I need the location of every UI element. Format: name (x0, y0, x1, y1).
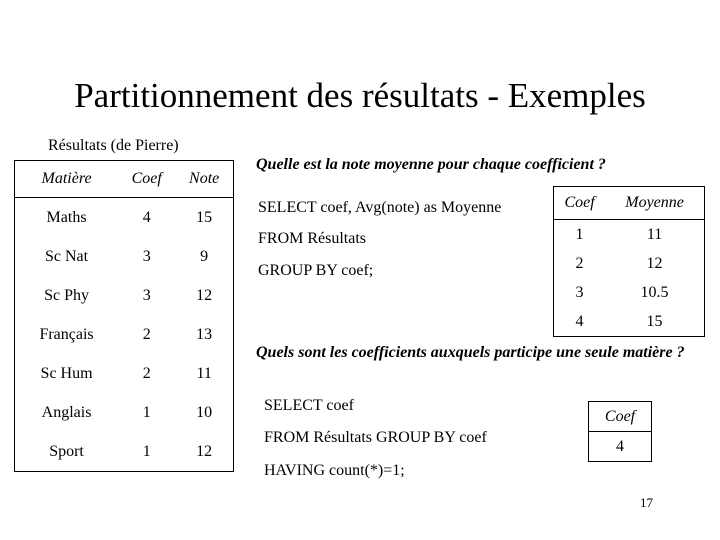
table-row (15, 237, 234, 276)
cell-coef: 3 (142, 247, 151, 265)
column-header-coef: Coef (131, 170, 162, 187)
average-by-coef-table (553, 186, 705, 337)
cell-note: 15 (196, 208, 213, 226)
cell-moyenne: 11 (646, 225, 663, 243)
cell-moyenne: 12 (646, 254, 663, 272)
cell-note: 12 (196, 442, 213, 460)
cell-matiere: Français (39, 325, 94, 343)
question-1: Quelle est la note moyenne pour chaque coefficient ? (256, 156, 606, 173)
cell-coef: 1 (142, 442, 151, 460)
cell-coef: 2 (142, 364, 151, 382)
column-header-moyenne: Moyenne (625, 194, 684, 211)
cell-coef: 4 (142, 208, 151, 226)
sql-line-having: HAVING count(*)=1; (264, 462, 405, 479)
question-2: Quels sont les coefficients auxquels participe une seule matière ? (256, 344, 685, 361)
page-number: 17 (640, 495, 653, 510)
cell-note: 12 (196, 286, 213, 304)
column-header-note: Note (189, 170, 220, 187)
sql-line-from-groupby: FROM Résultats GROUP BY coef (264, 429, 487, 446)
results-table (14, 160, 234, 472)
single-subject-coef-table (588, 401, 652, 462)
table-row (589, 432, 652, 462)
cell-note: 10 (196, 403, 213, 421)
cell-coef: 1 (575, 225, 584, 243)
sql-line-from: FROM Résultats (258, 230, 367, 247)
column-header-matiere: Matière (41, 170, 92, 187)
table-row (554, 278, 705, 307)
cell-moyenne: 15 (646, 312, 663, 330)
column-header-coef: Coef (604, 407, 636, 425)
cell-coef: 4 (616, 437, 624, 455)
cell-matiere: Sport (49, 442, 84, 460)
cell-coef: 2 (142, 325, 151, 343)
cell-moyenne: 10.5 (640, 283, 669, 301)
table-header-row (554, 187, 705, 220)
cell-coef: 3 (142, 286, 151, 304)
cell-matiere: Maths (46, 208, 87, 226)
sql-line-groupby: GROUP BY coef; (258, 262, 374, 279)
results-table-caption: Résultats (de Pierre) (48, 137, 179, 154)
table-row (554, 307, 705, 337)
table-row (554, 249, 705, 278)
cell-coef: 2 (575, 254, 584, 272)
cell-coef: 1 (142, 403, 151, 421)
table-row (15, 315, 234, 354)
table-row (15, 432, 234, 472)
cell-coef: 4 (575, 312, 584, 330)
table-row (15, 354, 234, 393)
cell-note: 9 (200, 247, 209, 265)
cell-matiere: Anglais (41, 403, 92, 421)
table-row (15, 198, 234, 238)
cell-note: 11 (196, 364, 212, 382)
sql-line-select: SELECT coef (264, 397, 354, 414)
cell-coef: 3 (575, 283, 584, 301)
table-header-row (15, 161, 234, 198)
slide-title: Partitionnement des résultats - Exemples (74, 76, 646, 115)
cell-matiere: Sc Phy (44, 286, 89, 304)
table-header-row (589, 402, 652, 432)
sql-line-select: SELECT coef, Avg(note) as Moyenne (258, 199, 502, 216)
cell-note: 13 (196, 325, 213, 343)
table-row (15, 393, 234, 432)
table-row (554, 220, 705, 250)
cell-matiere: Sc Hum (40, 364, 93, 382)
cell-matiere: Sc Nat (44, 247, 89, 265)
table-row (15, 276, 234, 315)
column-header-coef: Coef (564, 194, 595, 211)
